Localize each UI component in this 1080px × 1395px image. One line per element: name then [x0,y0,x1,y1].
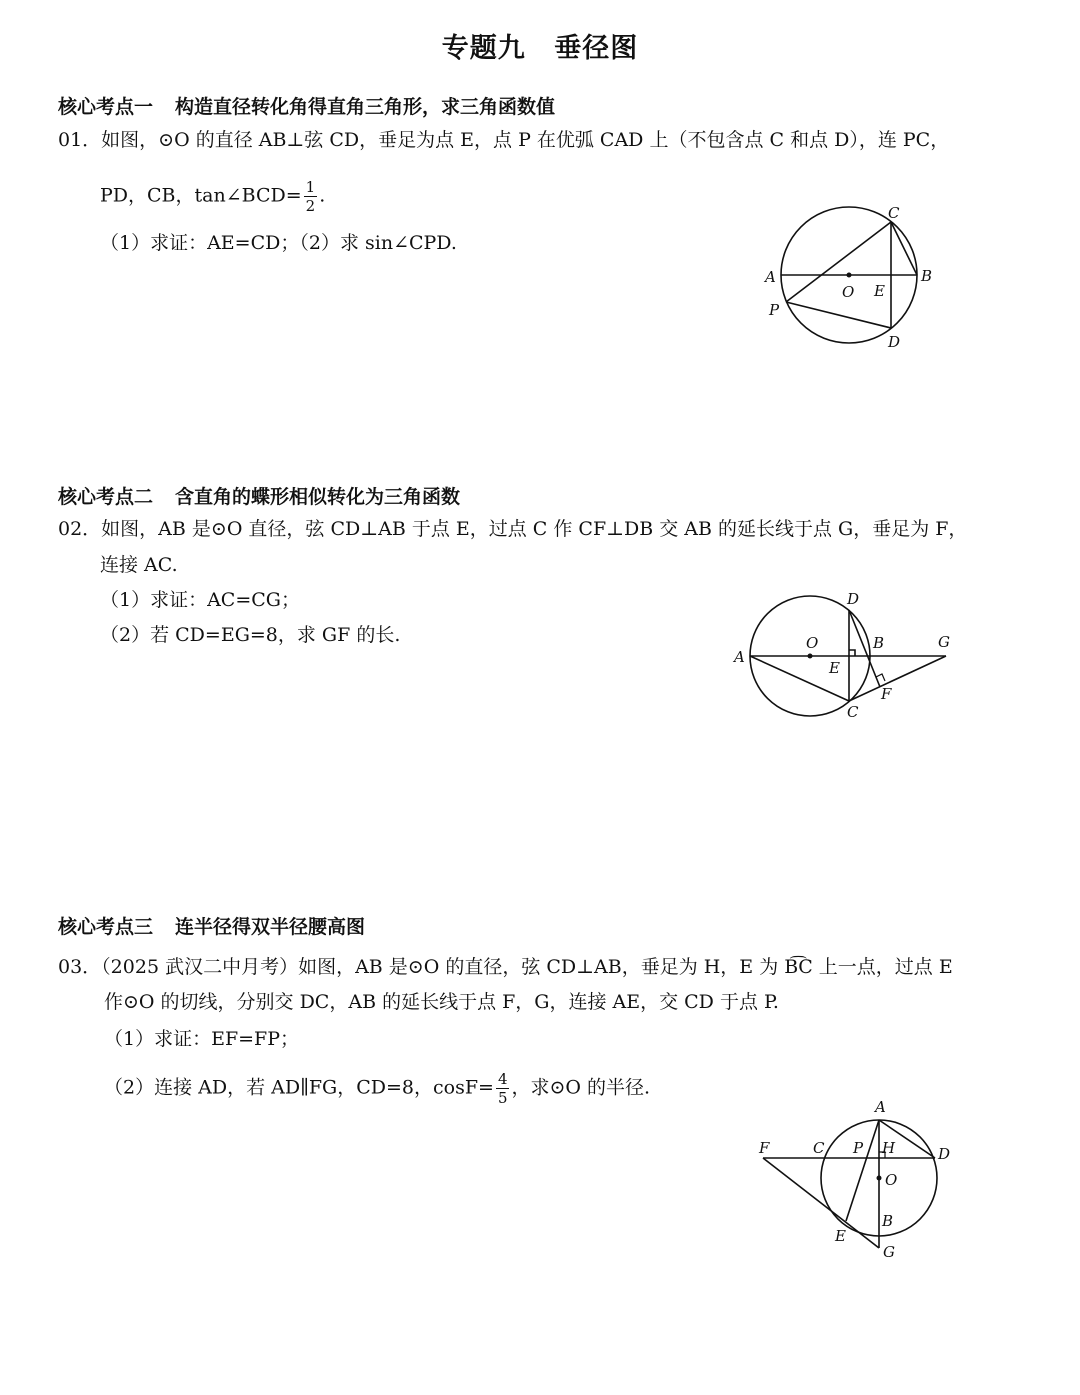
q3-fraction [496,1070,510,1107]
fig3-label-o: O [885,1171,898,1189]
fig1-label-a: A [765,268,776,286]
q1-line-3: （1）求证：AE=CD；（2）求 sin∠CPD. [100,232,457,254]
section-3-number: 核心考点三 [58,916,154,938]
section-1-heading [58,92,555,119]
section-1-number: 核心考点一 [58,96,154,118]
section-3-heading [58,912,365,939]
fig2-label-o: O [806,634,819,652]
fig3-label-p: P [853,1139,864,1157]
fig3-label-a: A [875,1098,886,1116]
fig1-label-b: B [921,267,933,285]
q3-line-4-end: ，求⊙O 的半径. [511,1076,651,1099]
figure-1 [755,195,955,355]
figure-3 [755,1095,965,1265]
q1-fraction [304,178,318,215]
fig3-label-f: F [759,1139,770,1157]
fig2-label-g: G [938,633,950,651]
page-title: 专题九 垂径图 [441,33,639,64]
q2-line-2: 连接 AC. [100,554,178,576]
section-2-heading [58,482,460,509]
fig3-label-g: G [883,1243,895,1261]
fig2-label-f: F [881,685,892,703]
fig1-label-c: C [888,204,900,222]
q3-line-1: 03．（2025 武汉二中月考）如图，AB 是⊙O 的直径，弦 CD⊥AB，垂足为 H，E 为 B͡C 上一点，过点 E [58,956,953,978]
q1-line-2-text: PD，CB，tan∠BCD= [100,184,302,207]
q1-fraction-num: 1 [305,178,316,196]
q1-line-2 [100,178,325,215]
fig1-label-e: E [874,282,885,300]
fig3-segment-ae [846,1120,879,1221]
q3-line-4 [104,1070,650,1107]
fig2-right-angle-e [849,650,855,656]
fig1-center-dot [847,273,852,278]
fig1-segment-cb [891,222,917,275]
q3-line-2: 作⊙O 的切线，分别交 DC，AB 的延长线于点 F，G，连接 AE，交 CD 于点 P. [104,991,779,1013]
q2-line-1: 02．如图，AB 是⊙O 直径，弦 CD⊥AB 于点 E，过点 C 作 CF⊥DB 交 AB 的延长线于点 G，垂足为 F， [58,518,968,540]
fig3-label-b: B [882,1212,894,1230]
fig3-label-d: D [938,1145,951,1163]
fig3-label-c: C [813,1139,825,1157]
fig3-center-dot [877,1176,882,1181]
fig2-label-c: C [847,703,859,721]
fig3-label-e: E [835,1227,846,1245]
q2-line-4: （2）若 CD=EG=8，求 GF 的长. [100,624,401,646]
section-2-number: 核心考点二 [58,486,154,508]
figure-2 [730,585,965,720]
section-2-title: 含直角的蝶形相似转化为三角函数 [175,486,461,508]
fig2-label-d: D [847,590,860,608]
q3-line-3: （1）求证：EF=FP； [104,1028,300,1050]
fig2-label-e: E [829,659,840,677]
fig1-label-p: P [769,301,780,319]
fig2-label-a: A [734,648,745,666]
q3-fraction-den: 5 [497,1089,508,1107]
fig1-label-d: D [888,333,901,351]
fig3-label-h: H [882,1139,896,1157]
fig2-center-dot [808,654,813,659]
q1-fraction-den: 2 [305,197,316,215]
q1-line-1: 01．如图，⊙O 的直径 AB⊥弦 CD，垂足为点 E，点 P 在优弧 CAD 上（不包含点 C 和点 D），连 PC， [58,129,950,151]
q3-fraction-num: 4 [497,1070,508,1088]
fig1-label-o: O [842,283,855,301]
q3-line-4-text: （2）连接 AD，若 AD∥FG，CD=8，cosF= [104,1076,494,1099]
fig2-label-b: B [873,634,885,652]
q2-line-3: （1）求证：AC=CG； [100,589,300,611]
section-3-title: 连半径得双半径腰高图 [175,916,366,938]
fig2-segment-cg [849,656,946,701]
q1-line-2-end: . [319,184,326,207]
section-1-title: 构造直径转化角得直角三角形，求三角函数值 [175,96,556,118]
